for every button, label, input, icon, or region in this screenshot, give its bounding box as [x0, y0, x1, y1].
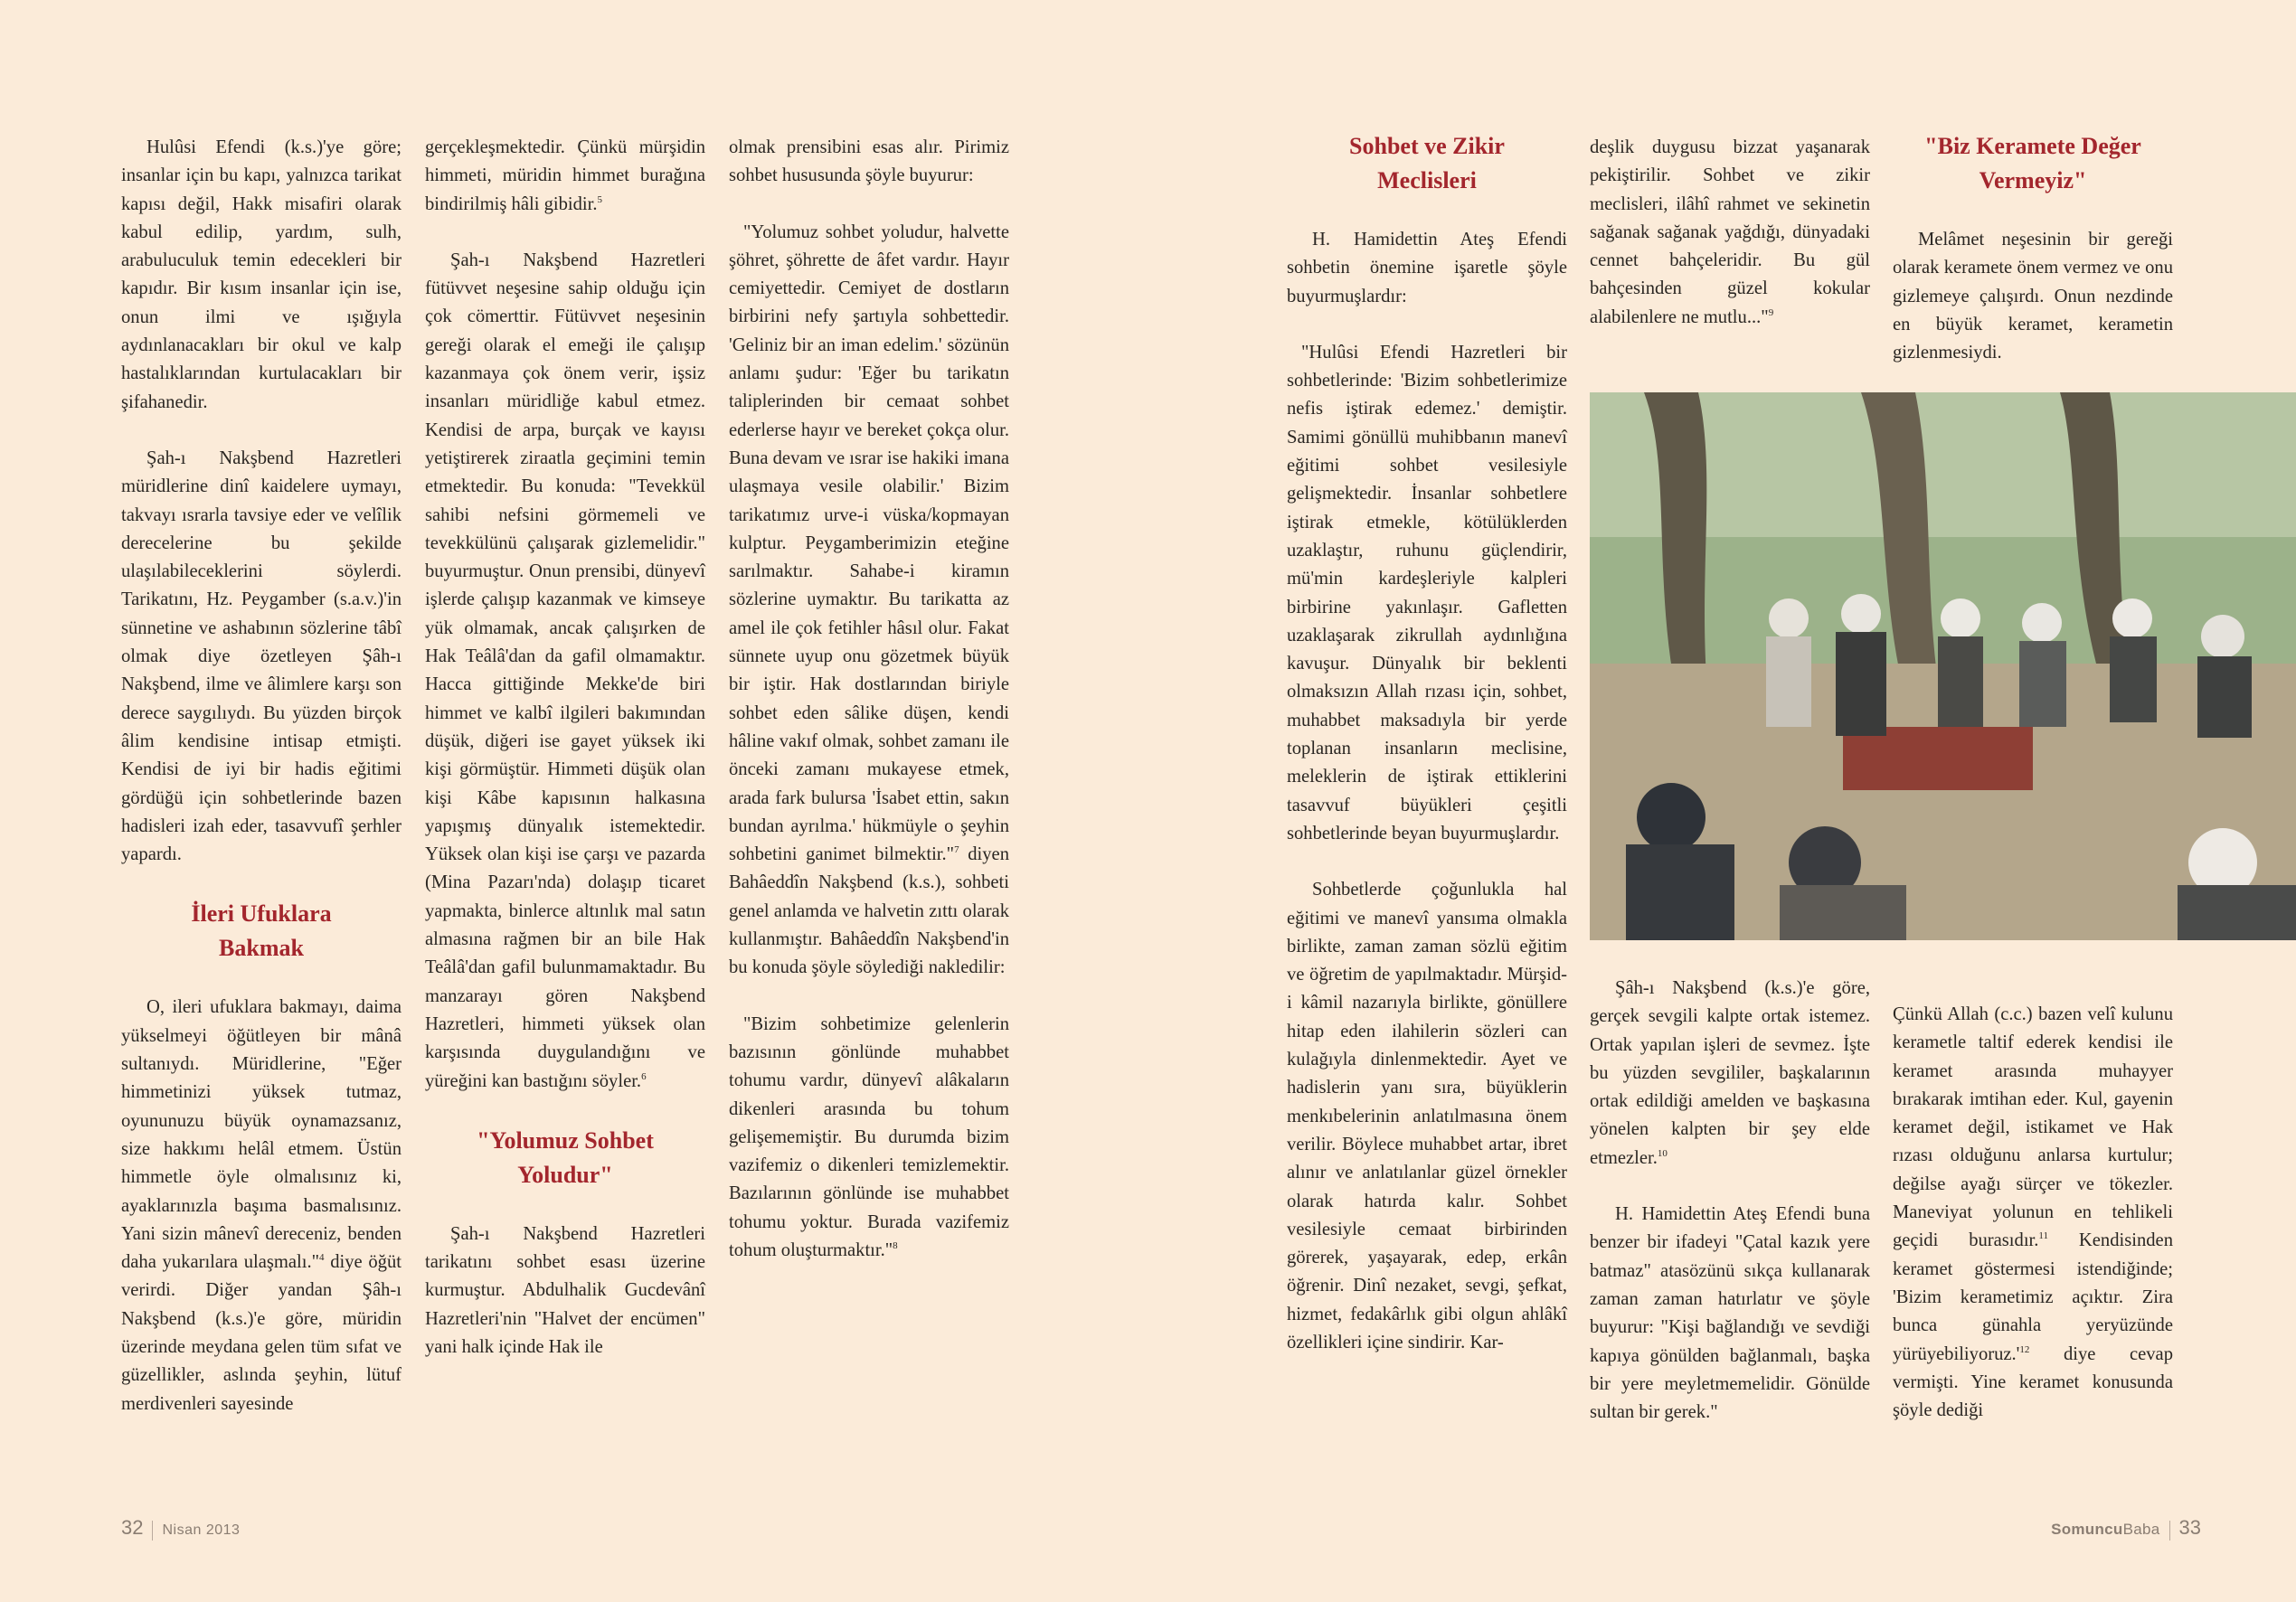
quote-paragraph: "Hulûsi Efendi Hazretleri bir sohbetlerinde: 'Bizim sohbetlerimize nefis iştirak edemez.' demiştir. Samimi gönüllü muhibbanın manevî eğitimi sohbet vesilesiyle gelişmektedir. İnsanlar sohbetlere iştirak etmekle, kötülüklerden uzaklaştır, ruhunu güçlendirir, mü'min kardeşleriyle kalpleri birbirine yakınlaşır. Gafletten uzaklaşarak zikrullah aydınlığına kavuşur. Dünyalık bir beklenti olmaksızın Allah rızası için, sohbet, muhabbet maksadıyla bir yerde toplanan insanların meclisine, meleklerin de iştirak ettiklerini tasavvuf büyükleri çeşitli sohbetlerinde beyan buyurmuşlardır. — [1287, 342, 1567, 843]
photo-gathering-under-trees — [1590, 392, 2296, 940]
right-footer — [2051, 1516, 2201, 1541]
footer-divider — [152, 1521, 153, 1541]
paragraph: Sohbetlerde çoğunlukla hal eğitimi ve manevî yansıma olmakla birlikte, zaman zaman sözlü eğitim ve öğretim de yapılmaktadır. Mürşid-i kâmil nazarıyla birlikte, gönüllere hitap eden ilahilerin sözleri can kulağıyla dinlenmektedir. Ayet ve hadislerin yanı sıra, büyüklerin menkıbelerinin anlatılmasına önem verilir. Böylece muhabbet artar, ibret alınır ve anlatılanlar güzel örnekler olarak hatırda kalır. Sohbet vesilesiyle cemaat birbirinden görerek, yaşayarak, edep, erkân öğrenir. Dinî nezaket, sevgi, şefkat, hizmet, fedakârlık gibi olgun ahlâkî özellikleri içine sindirir. Kar- — [1287, 880, 1567, 1352]
paragraph: olmak prensibini esas alır. Pirimiz sohbet hususunda şöyle buyurur: — [729, 137, 1009, 186]
paragraph: Çünkü Allah (c.c.) bazen velî kulunu kerametle taltif ederek kendisi ile keramet arasında muhayyer bırakarak imtihan eder. Kul, gayenin keramet değil, istikamet ve Hak rızası olduğunu anlarsa kurtulur; değilse ayağı sürçer ve tökezler. Maneviyat yolunun en tehlikeli geçidi burasıdır.$^{11}$ Kendisinden keramet göstermesi istendiğinde; 'Bizim kerametimiz açıktır. Zira bunca günahla yeryüzünde $yürüyebiliyoruz.'^{12}$ diye cevap vermişti. Yine keramet konusunda şöyle dediği — [1893, 1004, 2173, 1421]
paragraph: Şah-ı Nakşbend Hazretleri tarikatını sohbet esası üzerine kurmuştur. Abdulhalik Gucdevânî Hazretleri'nin "Halvet der encümen" yani halk içinde Hak ile — [425, 1223, 705, 1357]
footnote-ref: 10 — [1657, 1147, 1668, 1159]
paragraph: O, ileri ufuklara bakmayı, daima yükselmeyi öğütleyen bir mânâ sultanıydı. Müridlerine, "Eğer himmetinizi yüksek tutmaz, oyununuzu büyük oynamazsanız, size hakkımı helâl etmem. Üstün himmetle öyle olmalısınız ki, ayaklarınızla başıma basmalısınız. Yani sizin mânevî dereceniz, benden daha yukarılara ulaşmalı."$^4$ diye öğüt verirdi. Diğer yandan Şâh-ı Nakşbend (k.s.)'e göre, müridin üzerinde meydana gelen tüm sıfat ve güzellikler, aslında şeyhin, lütuf merdivenleri sayesinde — [121, 997, 402, 1414]
paragraph: gerçekleşmektedir. Çünkü mürşidin himmeti, müridin himmet burağına bindirilmiş hâli gibidir.$^5$ — [425, 137, 705, 214]
footnote-ref: 7 — [954, 844, 959, 856]
section-heading: İleri Ufuklara Bakmak — [191, 900, 332, 962]
paragraph: Şah-ı Nakşbend Hazretleri fütüvvet neşesine sahip olduğu için çok cömerttir. Fütüvvet neşesinin gereği olarak el emeği ile çalışıp kazanmaya çok önem verir, işsiz insanları müridliğe kabul etmez. Kendisi de arpa, burçak ve kayısı yetiştirerek ziraatla geçimini temin etmektedir. Bu konuda: "Tevekkül sahibi nefsini görmemeli ve tevekkülünü çalışarak gizlemelidir." buyurmuştur. Onun prensibi, dünyevî işlerde çalışıp kazanmak ve kimseye yük olmamak, ancak çalışırken de Hak Teâlâ'dan da gafil olmamaktır. Hacca gittiğinde Mekke'de biri himmet ve kalbî ilgileri bakımından düşük, diğeri ise gayet yüksek iki kişi görmüştür. Himmeti düşük olan kişi Kâbe kapısının halkasına yapışmış dünyalık istemektedir. Yüksek olan kişi ise çarşı ve pazarda (Mina Pazarı'nda) dolaşıp ticaret yapmakta, binlerce altınlık mal satın almasına rağmen bir an bile Hak Teâlâ'dan gafil bulunmamaktadır. Bu manzarayı gören Nakşbend Hazretleri, himmeti yüksek olan karşısında duygulandığını ve yüreğini kan bastığını söyler.$^6$ — [425, 250, 705, 1091]
right-col-3-bottom — [1893, 1001, 2173, 1425]
footnote-ref: 5 — [597, 193, 602, 205]
paragraph: H. Hamidettin Ateş Efendi buna benzer bir ifadeyi "Çatal kazık yere batmaz" atasözünü sıkça kullanarak zaman zaman hatırlatır ve şöyle buyurur: "Kişi bağlandığı ve sevdiği kapıya gönülden bağlanmalı, başka bir yere meyletmemelidir. Gönülde sultan bir gerek." — [1590, 1204, 1870, 1423]
magazine-brand: SomuncuBaba — [2051, 1521, 2160, 1538]
footnote-ref: 9 — [1768, 306, 1774, 318]
section-heading: Sohbet ve Zikir Meclisleri — [1349, 133, 1505, 193]
footnote-ref: 4 — [319, 1252, 325, 1264]
quote-paragraph: "Yolumuz sohbet yoludur, halvette şöhret, şöhrette de âfet vardır. Hayır cemiyettedir. Cemiyet de dostların birbirini nefy şartıyla sohbettedir. 'Geliniz bir an iman edelim.' sözünün anlamı şudur: 'Eğer bu tarikatın taliplerinden bir cemaat sohbet ederlerse hayır ve bereket çokça olur. Buna devam ve ısrar ise hakiki imana ulaşmaya vesile olabilir.' Bizim tarikatımız urve-i vüska/kopmayan kulptur. Peygamberimizin eteğine sarılmaktır. Sahabe-i kiramın sözlerine uymaktır. Bu tarikatta az amel ile çok fetihler hâsıl olur. Fakat sünnete uyup onu gözetmek büyük bir iştir. Hak dostlarından biriyle sohbet eden sâlike düşen, kendi hâline vakıf olmak, sohbet zamanı ile önceki zamanı mukayese etmek, arada fark bulursa 'İsabet ettin, sakın bundan ayrılma.' hükmüyle o şeyhin sohbetini ganimet bilmektir."$^7$ diyen Bahâeddîn Nakşbend (k.s.), sohbeti genel anlamda ve halvetin zıttı olarak kullanmıştır. Bahâeddîn Nakşbend'in bu konuda şöyle söylediği nakledilir: — [729, 221, 1009, 978]
issue-date: Nisan 2013 — [162, 1522, 241, 1538]
page-number: 32 — [121, 1516, 144, 1539]
paragraph: H. Hamidettin Ateş Efendi sohbetin önemine işaretle şöyle buyurmuşlardır: — [1287, 230, 1567, 306]
footnote-ref: 8 — [893, 1240, 898, 1252]
right-col-1 — [1287, 129, 1567, 1357]
paragraph: Şâh-ı Nakşbend (k.s.)'e göre, gerçek sevgili kalpte ortak istemez. Ortak yapılan işleri de sevmez. İşte bu yüzden sevgililer, başkalarının ortak edildiği amelden ve başkasına yönelen kalpten bir şey elde etmezler.$^{10}$ — [1590, 978, 1870, 1168]
footer-divider — [2169, 1521, 2170, 1541]
left-col-3 — [729, 134, 1009, 1265]
footnote-ref: 11 — [2038, 1230, 2049, 1242]
left-col-1 — [121, 134, 402, 1418]
page-number: 33 — [2178, 1516, 2201, 1539]
left-col-2 — [425, 134, 705, 1362]
right-col-3-top — [1893, 129, 2173, 367]
right-col-2-bottom — [1590, 975, 1870, 1427]
footnote-ref: 12 — [2019, 1343, 2030, 1355]
section-heading: "Yolumuz Sohbet Yoludur" — [477, 1126, 654, 1188]
left-footer — [121, 1516, 240, 1541]
paragraph: deşlik duygusu bizzat yaşanarak pekiştirilir. Sohbet ve zikir meclisleri, ilâhî rahmet ve sekinetin sağanak sağanak yağdığı, dünyadaki cennet bahçeleridir. Bu gül bahçesinden güzel kokular alabilenlere ne mutlu..."$^9$ — [1590, 137, 1870, 327]
quote-paragraph: "Bizim sohbetimize gelenlerin bazısının gönlünde muhabbet tohumu vardır, dünyevî alâkaların dikenleri arasında bu tohum gelişememiştir. Bu durumda bizim vazifemiz o dikenleri temizlemektir. Bazılarının gönlünde ise muhabbet tohumu yoktur. Burada vazifemiz tohum oluşturmaktır."$^8$ — [729, 1013, 1009, 1260]
section-heading: "Biz Keramete Değer Vermeyiz" — [1924, 133, 2141, 193]
paragraph: Melâmet neşesinin bir gereği olarak keramete önem vermez ve onu gizlemeye çalışırdı. Onun nezdinde en büyük keramet, kerametin gizlenmesiydi. — [1893, 230, 2173, 363]
photo-illustration — [1590, 392, 2296, 940]
paragraph: Şah-ı Nakşbend Hazretleri müridlerine dinî kaidelere uymayı, takvayı ısrarla tavsiye eder ve velîlik derecelerine bu şekilde ulaşılabileceklerini söylerdi. Tarikatını, Hz. Peygamber (s.a.v.)'in sünnetine ve ashabının sözlerine tâbî olmak diye özetleyen Şâh-ı Nakşbend, ilme ve âlimlere karşı son derece saygılıydı. Bu yüzden birçok âlim kendisine intisap etmişti. Kendisi de iyi bir hadis eğitimi gördüğü için sohbetlerinde bazen hadisleri izah eder, tasavvufî şerhler yapardı. — [121, 448, 402, 865]
right-col-2-top — [1590, 134, 1870, 332]
paragraph: Hulûsi Efendi (k.s.)'ye göre; insanlar için bu kapı, yalnızca tarikat kapısı değil, Hakk misafiri olarak kabul edilip, yardım, sulh, arabuluculuk temin edecekleri bir kapıdır. Bir kısım insanlar için ise, onun ilmi ve ışığıyla aydınlanacakları bir okul ve kalp hastalıklarından kurtulacakları bir şifahanedir. — [121, 137, 402, 412]
footnote-ref: 6 — [641, 1070, 647, 1082]
